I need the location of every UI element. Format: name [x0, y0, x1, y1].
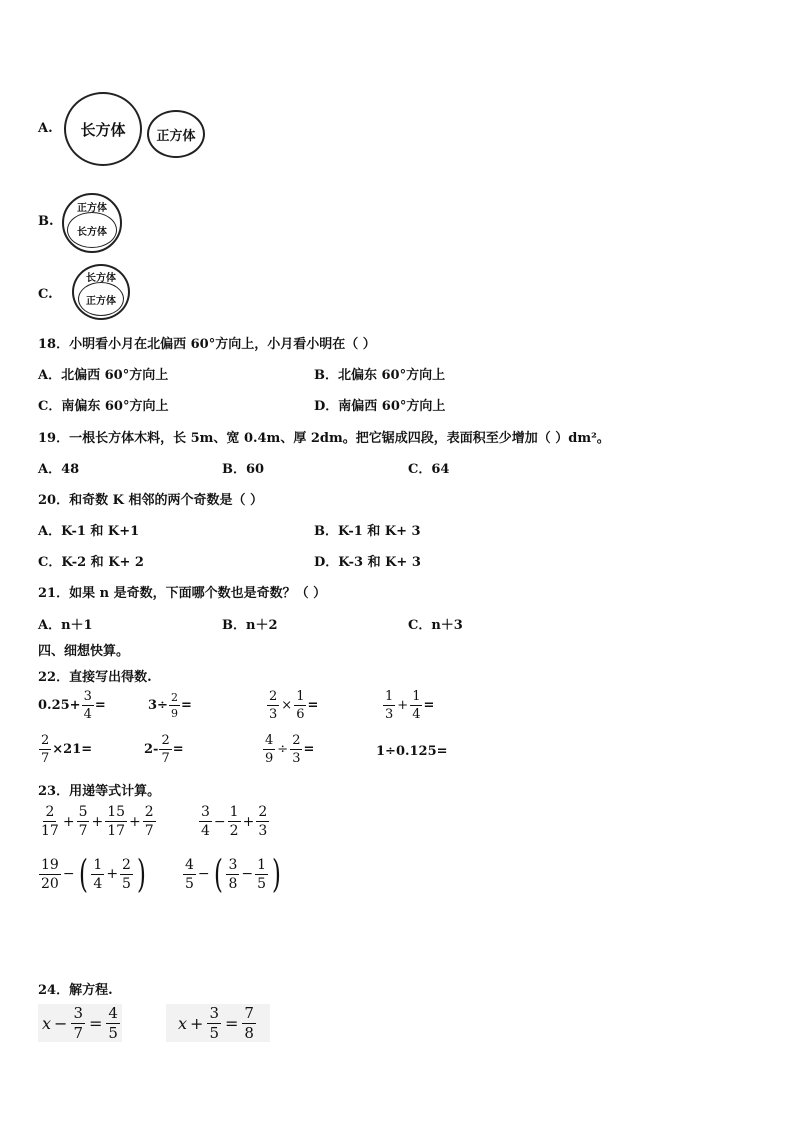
fraction	[294, 690, 306, 721]
question-19-option-a: A．48	[38, 462, 80, 477]
denominator: 2	[229, 823, 239, 839]
operator: +	[242, 813, 255, 830]
q24-equation-1	[38, 1004, 122, 1042]
operator: −	[54, 1013, 68, 1033]
denominator: 7	[161, 751, 170, 766]
numerator: 3	[201, 804, 210, 820]
circle-cube-small	[147, 110, 205, 158]
denominator: 5	[257, 875, 267, 892]
numerator: 1	[257, 856, 267, 873]
option-b-label: B.	[38, 214, 54, 229]
variable: x	[42, 1013, 52, 1033]
operator: +	[106, 866, 119, 882]
fraction	[290, 734, 302, 765]
fraction	[39, 805, 61, 838]
numerator: 2	[122, 856, 131, 873]
fraction	[199, 805, 212, 838]
operator: ×	[281, 698, 293, 713]
numerator: 3	[228, 856, 238, 873]
question-20-option-c: C．K-2 和 K+ 2	[38, 555, 144, 570]
question-19-option-c: C．64	[408, 462, 450, 477]
fraction	[242, 1003, 256, 1042]
question-21-option-a: A．n＋1	[38, 618, 93, 633]
numerator: 3	[209, 1003, 219, 1022]
operator: +	[62, 813, 75, 830]
numerator: 1	[229, 804, 239, 820]
fraction	[106, 1003, 120, 1042]
expr-text: ×21=	[52, 742, 93, 757]
expr-text: =	[172, 742, 184, 757]
denominator: 4	[201, 823, 210, 839]
question-18-option-a: A．北偏西 60°方向上	[38, 368, 169, 383]
question-19-stem: 19．一根长方体木料，长 5m、宽 0.4m、厚 2dm。把它锯成四段，表面积至少增加（ ）dm²。	[38, 431, 610, 446]
fraction	[256, 805, 269, 838]
denominator: 17	[107, 823, 126, 839]
question-20-option-b: B．K-1 和 K+ 3	[314, 524, 421, 539]
denominator: 7	[73, 1023, 83, 1042]
fraction	[105, 805, 127, 838]
numerator: 15	[107, 804, 126, 820]
numerator: 1	[412, 689, 421, 704]
numerator: 2	[144, 804, 154, 820]
operator: −	[62, 866, 75, 882]
q22-expr-1	[38, 690, 106, 721]
operator: +	[91, 813, 104, 830]
denominator: 5	[108, 1023, 118, 1042]
right-paren: )	[272, 852, 281, 896]
fraction	[143, 805, 156, 838]
question-20-stem: 20．和奇数 K 相邻的两个奇数是（ ）	[38, 493, 263, 508]
numerator: 2	[161, 733, 170, 748]
expr-text: =	[180, 698, 192, 713]
question-23-stem: 23．用递等式计算。	[38, 784, 161, 799]
numerator: 4	[265, 733, 274, 748]
q22-expr-2	[148, 692, 192, 719]
numerator: 3	[73, 1003, 83, 1022]
fraction	[226, 858, 239, 891]
expr-text: 2-	[144, 742, 159, 757]
denominator: 5	[185, 875, 194, 892]
numerator: 1	[93, 856, 103, 873]
operator: ÷	[277, 742, 289, 757]
circle-label: 长方体	[77, 226, 107, 238]
q22-expr-4	[382, 690, 434, 721]
denominator: 7	[41, 751, 50, 766]
operator: −	[213, 813, 226, 830]
q23-expr-4	[182, 852, 284, 896]
circle-cube-inner	[78, 282, 124, 316]
denominator: 3	[269, 707, 278, 722]
fraction	[39, 858, 61, 891]
denominator: 6	[296, 707, 305, 722]
denominator: 17	[41, 823, 59, 839]
right-paren: )	[136, 852, 146, 896]
denominator: 20	[41, 875, 59, 892]
q22-expr-7	[262, 734, 314, 765]
fraction	[71, 1003, 85, 1042]
left-paren: (	[213, 852, 223, 896]
fraction	[207, 1003, 221, 1042]
numerator: 2	[41, 733, 50, 748]
question-21-option-c: C．n＋3	[408, 618, 463, 633]
circle-label: 正方体	[86, 295, 116, 307]
denominator: 5	[209, 1023, 219, 1042]
question-18-option-d: D．南偏西 60°方向上	[314, 399, 446, 414]
numerator: 7	[244, 1003, 254, 1022]
fraction	[82, 690, 94, 721]
expr-text: 0.25+	[38, 698, 81, 713]
circle-label: 正方体	[156, 128, 196, 144]
fraction	[169, 692, 180, 719]
numerator: 1	[296, 689, 305, 704]
circle-rectangular-box-inner	[67, 212, 117, 248]
fraction	[267, 690, 279, 721]
numerator: 2	[292, 733, 301, 748]
numerator: 2	[258, 804, 268, 820]
equals: =	[88, 1013, 103, 1033]
expr-text: 3÷	[148, 698, 168, 713]
operator: +	[129, 813, 141, 830]
fraction	[410, 690, 422, 721]
operator: +	[397, 698, 409, 713]
denominator: 4	[83, 707, 92, 722]
fraction	[159, 734, 171, 765]
question-21-option-b: B．n＋2	[222, 618, 278, 633]
question-19-option-b: B．60	[222, 462, 265, 477]
numerator: 4	[185, 856, 194, 873]
question-18-option-c: C．南偏东 60°方向上	[38, 399, 169, 414]
expr-text: 1÷0.125=	[376, 744, 448, 759]
operator: −	[197, 866, 210, 882]
expr-text: =	[423, 698, 435, 713]
fraction	[383, 690, 395, 721]
fraction	[255, 858, 268, 891]
numerator: 2	[269, 689, 278, 704]
fraction	[77, 805, 90, 838]
section-heading: 四、细想快算。	[38, 644, 130, 659]
question-18-stem: 18．小明看小月在北偏西 60°方向上，小月看小明在（ ）	[38, 337, 376, 352]
operator: −	[241, 866, 254, 882]
denominator: 9	[170, 707, 178, 720]
question-24-stem: 24．解方程.	[38, 983, 113, 998]
numerator: 3	[83, 689, 92, 704]
fraction	[39, 734, 51, 765]
question-20-option-a: A．K-1 和 K+1	[38, 524, 140, 539]
expr-text: =	[94, 698, 106, 713]
expr-text: =	[307, 698, 319, 713]
denominator: 8	[244, 1023, 254, 1042]
expr-text: =	[303, 742, 315, 757]
fraction	[183, 858, 196, 891]
denominator: 3	[385, 707, 394, 722]
variable: x	[178, 1013, 188, 1033]
fraction	[228, 805, 241, 838]
question-20-option-d: D．K-3 和 K+ 3	[314, 555, 421, 570]
option-a-label: A.	[38, 121, 53, 136]
q22-expr-6	[144, 734, 184, 765]
q23-expr-3	[38, 852, 149, 896]
circle-label: 长方体	[80, 120, 126, 139]
q22-expr-3	[266, 690, 318, 721]
denominator: 9	[265, 751, 274, 766]
question-21-stem: 21．如果 n 是奇数，下面哪个数也是奇数？（ ）	[38, 586, 327, 601]
question-22-stem: 22．直接写出得数.	[38, 670, 152, 685]
q22-expr-8	[376, 744, 448, 759]
denominator: 3	[258, 823, 268, 839]
numerator: 1	[385, 689, 394, 704]
equals: =	[224, 1013, 239, 1033]
circle-label: 正方体	[77, 203, 107, 214]
numerator: 2	[45, 804, 55, 820]
circle-rectangular-box-large	[64, 92, 142, 166]
denominator: 8	[228, 875, 238, 892]
denominator: 4	[412, 707, 421, 722]
denominator: 5	[122, 875, 131, 892]
denominator: 3	[292, 751, 301, 766]
denominator: 7	[144, 823, 154, 839]
q22-expr-5	[38, 734, 92, 765]
q24-equation-2	[166, 1004, 270, 1042]
circle-label: 长方体	[86, 273, 116, 284]
numerator: 19	[41, 856, 59, 873]
q23-expr-2	[198, 805, 270, 838]
fraction	[263, 734, 275, 765]
numerator: 2	[170, 691, 178, 704]
fraction	[120, 858, 133, 891]
question-18-option-b: B．北偏东 60°方向上	[314, 368, 446, 383]
option-c-label: C.	[38, 287, 53, 302]
fraction	[91, 858, 104, 891]
numerator: 5	[78, 804, 88, 820]
denominator: 7	[78, 823, 88, 839]
denominator: 4	[93, 875, 103, 892]
operator: +	[190, 1013, 204, 1033]
numerator: 4	[108, 1003, 118, 1022]
q23-expr-1	[38, 805, 157, 838]
left-paren: (	[78, 852, 88, 896]
